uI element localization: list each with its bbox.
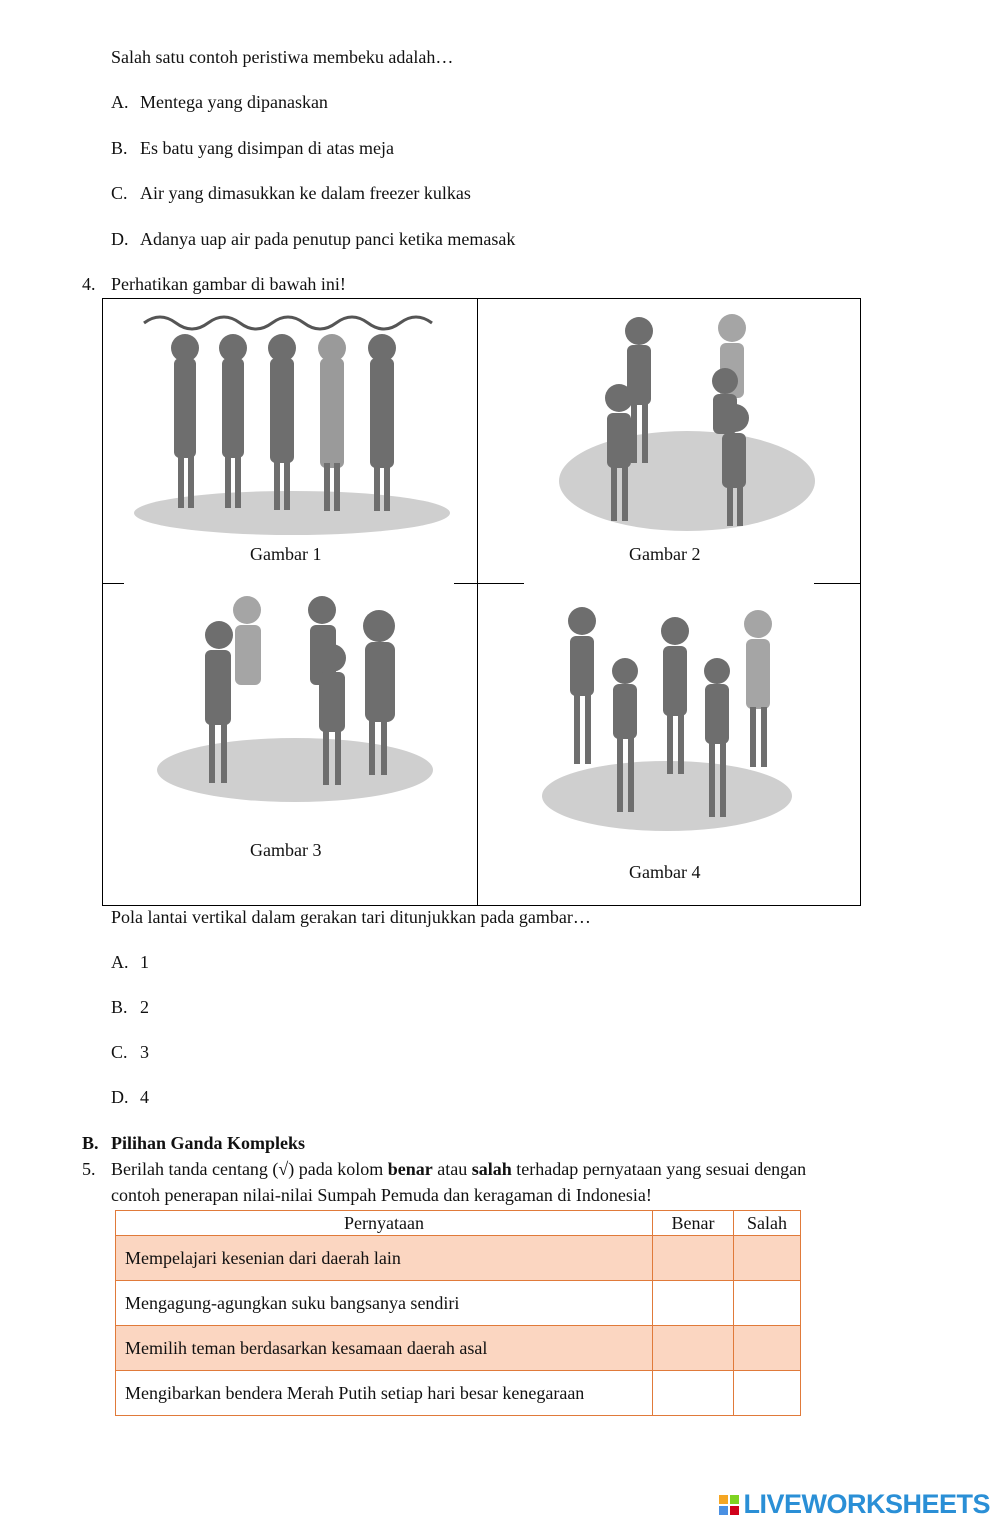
gambar-1-image (122, 303, 462, 538)
q4-number: 4. (82, 274, 96, 294)
liveworksheets-logo (719, 1489, 990, 1520)
figure-hline (814, 583, 860, 584)
option-text: 1 (140, 952, 149, 972)
q3-option-b (111, 138, 394, 159)
q4-option-c (111, 1042, 149, 1063)
q3-text: Salah satu contoh peristiwa membeku adalah… (111, 47, 454, 67)
statement-cell: Memilih teman berdasarkan kesamaan daerah asal (116, 1326, 653, 1371)
table-row (116, 1326, 801, 1371)
q4-option-b (111, 997, 149, 1018)
q3-option-a (111, 92, 328, 113)
option-letter: D. (111, 1087, 129, 1107)
q5-instruction-line2: contoh penerapan nilai-nilai Sumpah Pemuda dan keragaman di Indonesia! (111, 1185, 652, 1205)
table-row (116, 1371, 801, 1416)
benar-checkbox-cell[interactable] (653, 1236, 734, 1281)
caption-gambar-3: Gambar 3 (250, 840, 322, 860)
q3-option-c (111, 183, 471, 204)
option-text: Mentega yang dipanaskan (140, 92, 328, 112)
figure-hline (102, 583, 124, 584)
salah-checkbox-cell[interactable] (734, 1326, 801, 1371)
dance-pattern-figure (102, 298, 860, 905)
statement-cell: Mengibarkan bendera Merah Putih setiap hari besar kenegaraan (116, 1371, 653, 1416)
option-letter: B. (111, 997, 128, 1017)
statement-table (115, 1210, 801, 1416)
header-salah: Salah (734, 1211, 801, 1236)
caption-gambar-4: Gambar 4 (629, 862, 701, 882)
option-text: 3 (140, 1042, 149, 1062)
option-letter: A. (111, 92, 129, 112)
q4-option-d (111, 1087, 149, 1108)
table-row (116, 1236, 801, 1281)
section-b-letter: B. (82, 1133, 99, 1153)
header-benar: Benar (653, 1211, 734, 1236)
option-letter: C. (111, 1042, 128, 1062)
benar-checkbox-cell[interactable] (653, 1281, 734, 1326)
option-text: 2 (140, 997, 149, 1017)
caption-gambar-1: Gambar 1 (250, 544, 322, 564)
option-text: 4 (140, 1087, 149, 1107)
option-letter: A. (111, 952, 129, 972)
figure-hline (454, 583, 524, 584)
header-pernyataan: Pernyataan (116, 1211, 653, 1236)
option-text: Air yang dimasukkan ke dalam freezer kulkas (140, 183, 471, 203)
salah-checkbox-cell[interactable] (734, 1236, 801, 1281)
q4-text: Perhatikan gambar di bawah ini! (111, 274, 346, 294)
liveworksheets-icon (719, 1495, 739, 1515)
benar-checkbox-cell[interactable] (653, 1326, 734, 1371)
q5-number: 5. (82, 1159, 96, 1179)
figure-divider (477, 298, 478, 905)
option-letter: B. (111, 138, 128, 158)
logo-text: LIVEWORKSHEETS (743, 1489, 990, 1519)
q5-bold-benar: benar (387, 1159, 433, 1179)
salah-checkbox-cell[interactable] (734, 1281, 801, 1326)
gambar-2-image (497, 303, 842, 538)
q5-instruction-line1 (111, 1159, 806, 1180)
option-text: Adanya uap air pada penutup panci ketika memasak (140, 229, 516, 249)
option-text: Es batu yang disimpan di atas meja (140, 138, 394, 158)
gambar-4-image (532, 596, 812, 831)
table-row (116, 1281, 801, 1326)
q4-question: Pola lantai vertikal dalam gerakan tari ditunjukkan pada gambar… (111, 907, 591, 927)
option-letter: D. (111, 229, 129, 249)
statement-cell: Mengagung-agungkan suku bangsanya sendiri (116, 1281, 653, 1326)
gambar-3-image (147, 590, 447, 805)
caption-gambar-2: Gambar 2 (629, 544, 701, 564)
statement-cell: Mempelajari kesenian dari daerah lain (116, 1236, 653, 1281)
benar-checkbox-cell[interactable] (653, 1371, 734, 1416)
q5-text-part: Berilah tanda centang (√) pada kolom (111, 1159, 388, 1179)
section-b-title: Pilihan Ganda Kompleks (111, 1133, 306, 1153)
table-header-row (116, 1211, 801, 1236)
q3-option-d (111, 229, 515, 250)
q5-bold-salah: salah (471, 1159, 512, 1179)
q4-option-a (111, 952, 149, 973)
salah-checkbox-cell[interactable] (734, 1371, 801, 1416)
q5-text-part: terhadap pernyataan yang sesuai dengan (511, 1159, 807, 1179)
option-letter: C. (111, 183, 128, 203)
q5-text-part: atau (432, 1159, 472, 1179)
